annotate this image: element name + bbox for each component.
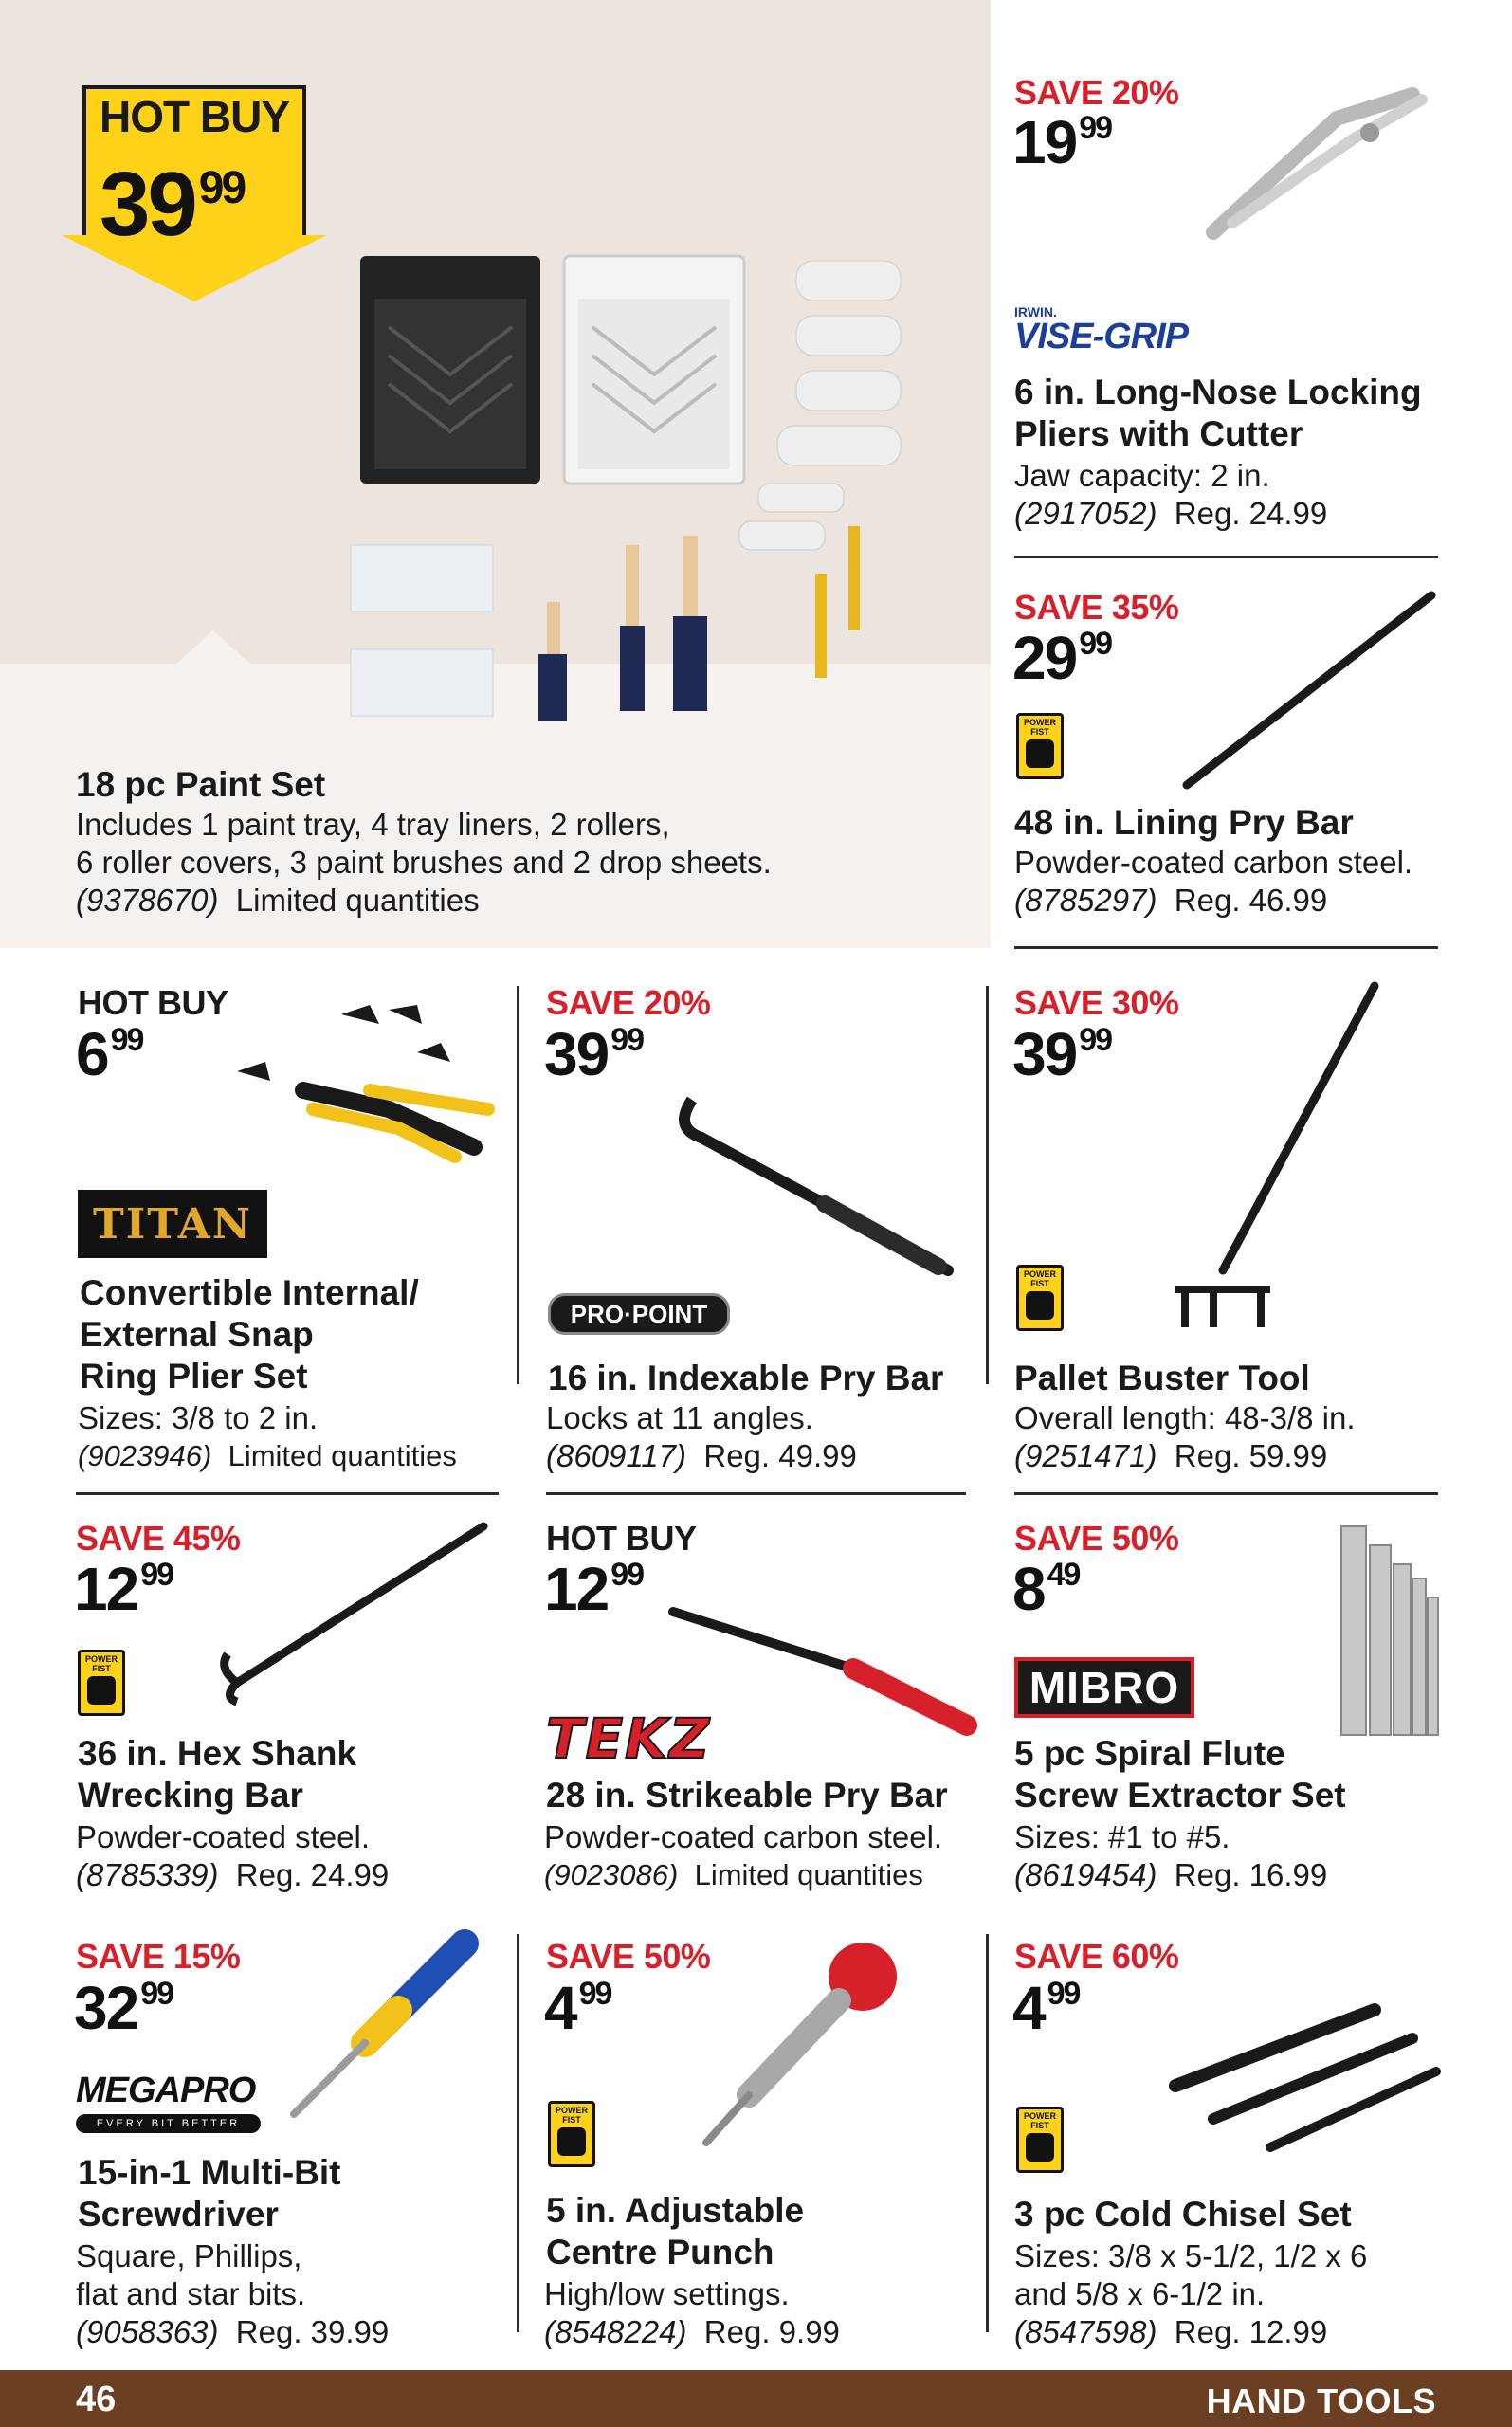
hero-sku-line	[76, 882, 480, 920]
strikeable-desc: Powder-coated carbon steel.	[544, 1819, 943, 1854]
lining-promo: SAVE 35%	[1014, 588, 1179, 627]
fist-icon	[1026, 2133, 1054, 2162]
screwdriver-title-2: Screwdriver	[78, 2195, 279, 2234]
strikeable-pry-bar-image	[664, 1593, 986, 1735]
divider	[546, 1492, 966, 1495]
punch-promo: SAVE 50%	[546, 1937, 711, 1976]
indexable-sku-line: (8609117) Reg. 49.99	[546, 1438, 857, 1473]
pallet-desc: Overall length: 48-3/8 in.	[1014, 1400, 1356, 1435]
punch-title-2: Centre Punch	[546, 2233, 774, 2272]
hero-price: $39^{99}$	[100, 154, 245, 255]
divider	[1014, 1492, 1438, 1495]
hero-note: Limited quantities	[235, 883, 480, 918]
snap-price: $6^{99}$	[76, 1020, 143, 1088]
wrecking-title-2: Wrecking Bar	[78, 1776, 303, 1815]
wrecking-promo: SAVE 45%	[76, 1519, 241, 1558]
divider	[1014, 556, 1438, 558]
screwdriver-desc-2: flat and star bits.	[76, 2276, 306, 2311]
power-fist-logo: POWER FIST	[78, 1650, 125, 1716]
tekz-logo: TEKZ	[546, 1706, 712, 1771]
hero-sku: (9378670)	[76, 883, 219, 918]
punch-title-1: 5 in. Adjustable	[546, 2191, 805, 2230]
long-nose-pliers-image	[1194, 81, 1441, 242]
section-title: HAND TOOLS	[1206, 2381, 1436, 2420]
pliers-title-1: 6 in. Long-Nose Locking	[1014, 373, 1422, 411]
hero-notch	[175, 630, 251, 665]
badge-label: HOT BUY	[82, 85, 306, 144]
centre-punch-image	[692, 1934, 901, 2152]
strikeable-title: 28 in. Strikeable Pry Bar	[546, 1776, 948, 1815]
pliers-promo: SAVE 20%	[1014, 73, 1179, 112]
extractor-promo: SAVE 50%	[1014, 1519, 1179, 1558]
column-separator	[986, 986, 989, 1384]
screwdriver-desc-1: Square, Phillips,	[76, 2238, 302, 2273]
indexable-pry-bar-image	[664, 1081, 967, 1280]
divider	[1014, 946, 1438, 949]
hot-buy-badge	[62, 85, 327, 303]
page-footer	[0, 2370, 1512, 2427]
strikeable-sku-line: (9023086) Limited quantities	[544, 1858, 923, 1891]
snap-title-2: External Snap	[80, 1315, 314, 1354]
pliers-desc: Jaw capacity: 2 in.	[1014, 458, 1270, 493]
snap-promo: HOT BUY	[78, 983, 228, 1022]
chisel-title: 3 pc Cold Chisel Set	[1014, 2195, 1352, 2234]
pallet-price: $39^{99}$	[1012, 1020, 1112, 1088]
snap-desc: Sizes: 3/8 to 2 in.	[78, 1400, 319, 1435]
cold-chisel-set-image	[1157, 2000, 1441, 2162]
fist-icon	[557, 2127, 586, 2156]
wrecking-price: $12^{99}$	[74, 1555, 173, 1623]
indexable-price: $39^{99}$	[544, 1020, 644, 1088]
lining-pry-bar-image	[1175, 586, 1441, 794]
column-separator	[517, 986, 519, 1384]
column-separator	[986, 1934, 989, 2332]
pallet-buster-image	[1147, 976, 1394, 1327]
strikeable-price: $12^{99}$	[544, 1555, 644, 1623]
wrecking-sku-line: (8785339) Reg. 24.99	[76, 1857, 390, 1892]
screwdriver-image	[275, 1934, 483, 2124]
mibro-logo: MIBRO	[1014, 1657, 1194, 1718]
pliers-title-2: Pliers with Cutter	[1014, 414, 1303, 453]
pallet-title: Pallet Buster Tool	[1014, 1359, 1310, 1397]
lining-sku-line: (8785297) Reg. 46.99	[1014, 883, 1328, 918]
indexable-title: 16 in. Indexable Pry Bar	[548, 1359, 944, 1397]
wrecking-bar-image	[199, 1517, 502, 1706]
chisel-promo: SAVE 60%	[1014, 1937, 1179, 1976]
snap-title-3: Ring Plier Set	[80, 1357, 308, 1396]
screwdriver-title-1: 15-in-1 Multi-Bit	[78, 2153, 341, 2192]
fist-icon	[1026, 1291, 1054, 1320]
pro-point-logo: PRO·POINT	[548, 1293, 730, 1335]
power-fist-logo: POWER FIST	[548, 2101, 595, 2167]
fist-icon	[1026, 739, 1054, 768]
titan-logo: TITAN	[78, 1190, 267, 1258]
hero-desc-line2: 6 roller covers, 3 paint brushes and 2 drop sheets.	[76, 845, 772, 880]
wrecking-title-1: 36 in. Hex Shank	[78, 1734, 357, 1773]
column-separator	[517, 1934, 519, 2332]
chisel-price: $4^{99}$	[1012, 1974, 1080, 2042]
pallet-promo: SAVE 30%	[1014, 983, 1179, 1022]
extractor-desc: Sizes: #1 to #5.	[1014, 1819, 1230, 1854]
screw-extractor-image	[1337, 1522, 1441, 1740]
pallet-sku-line: (9251471) Reg. 59.99	[1014, 1438, 1328, 1473]
megapro-logo: MEGAPRO EVERY BIT BETTER	[76, 2072, 261, 2133]
lining-title: 48 in. Lining Pry Bar	[1014, 803, 1354, 842]
extractor-title-2: Screw Extractor Set	[1014, 1776, 1346, 1815]
vise-grip-logo: IRWIN. VISE-GRIP	[1014, 304, 1189, 356]
chisel-sku-line: (8547598) Reg. 12.99	[1014, 2314, 1328, 2349]
lining-desc: Powder-coated carbon steel.	[1014, 845, 1413, 880]
wrecking-desc: Powder-coated steel.	[76, 1819, 371, 1854]
snap-title-1: Convertible Internal/	[80, 1273, 419, 1312]
pliers-price: $19^{99}$	[1012, 108, 1112, 176]
screwdriver-sku-line: (9058363) Reg. 39.99	[76, 2314, 390, 2349]
extractor-sku-line: (8619454) Reg. 16.99	[1014, 1857, 1328, 1892]
chisel-desc-2: and 5/8 x 6-1/2 in.	[1014, 2276, 1266, 2311]
hero-desc-line1: Includes 1 paint tray, 4 tray liners, 2 rollers,	[76, 807, 670, 842]
punch-desc: High/low settings.	[544, 2276, 790, 2311]
indexable-promo: SAVE 20%	[546, 983, 711, 1022]
power-fist-logo: POWER FIST	[1016, 713, 1064, 779]
strikeable-promo: HOT BUY	[546, 1519, 697, 1558]
fist-icon	[87, 1676, 116, 1705]
snap-sku-line: (9023946) Limited quantities	[78, 1439, 457, 1472]
lining-price: $29^{99}$	[1012, 624, 1112, 692]
screwdriver-promo: SAVE 15%	[76, 1937, 241, 1976]
extractor-price: $8^{49}$	[1012, 1555, 1080, 1623]
screwdriver-price: $32^{99}$	[74, 1974, 173, 2042]
power-fist-logo: POWER FIST	[1016, 1265, 1064, 1331]
snap-ring-pliers-image	[228, 986, 502, 1147]
punch-sku-line: (8548224) Reg. 9.99	[544, 2314, 840, 2349]
power-fist-logo: POWER FIST	[1016, 2107, 1064, 2173]
page-number: 46	[76, 2380, 117, 2419]
paint-set-image	[351, 251, 967, 744]
punch-price: $4^{99}$	[544, 1974, 611, 2042]
extractor-title-1: 5 pc Spiral Flute	[1014, 1734, 1285, 1773]
pliers-sku-line: (2917052) Reg. 24.99	[1014, 496, 1328, 531]
divider	[76, 1492, 499, 1495]
chisel-desc-1: Sizes: 3/8 x 5-1/2, 1/2 x 6	[1014, 2238, 1368, 2273]
hero-title: 18 pc Paint Set	[76, 765, 326, 804]
indexable-desc: Locks at 11 angles.	[546, 1400, 813, 1435]
